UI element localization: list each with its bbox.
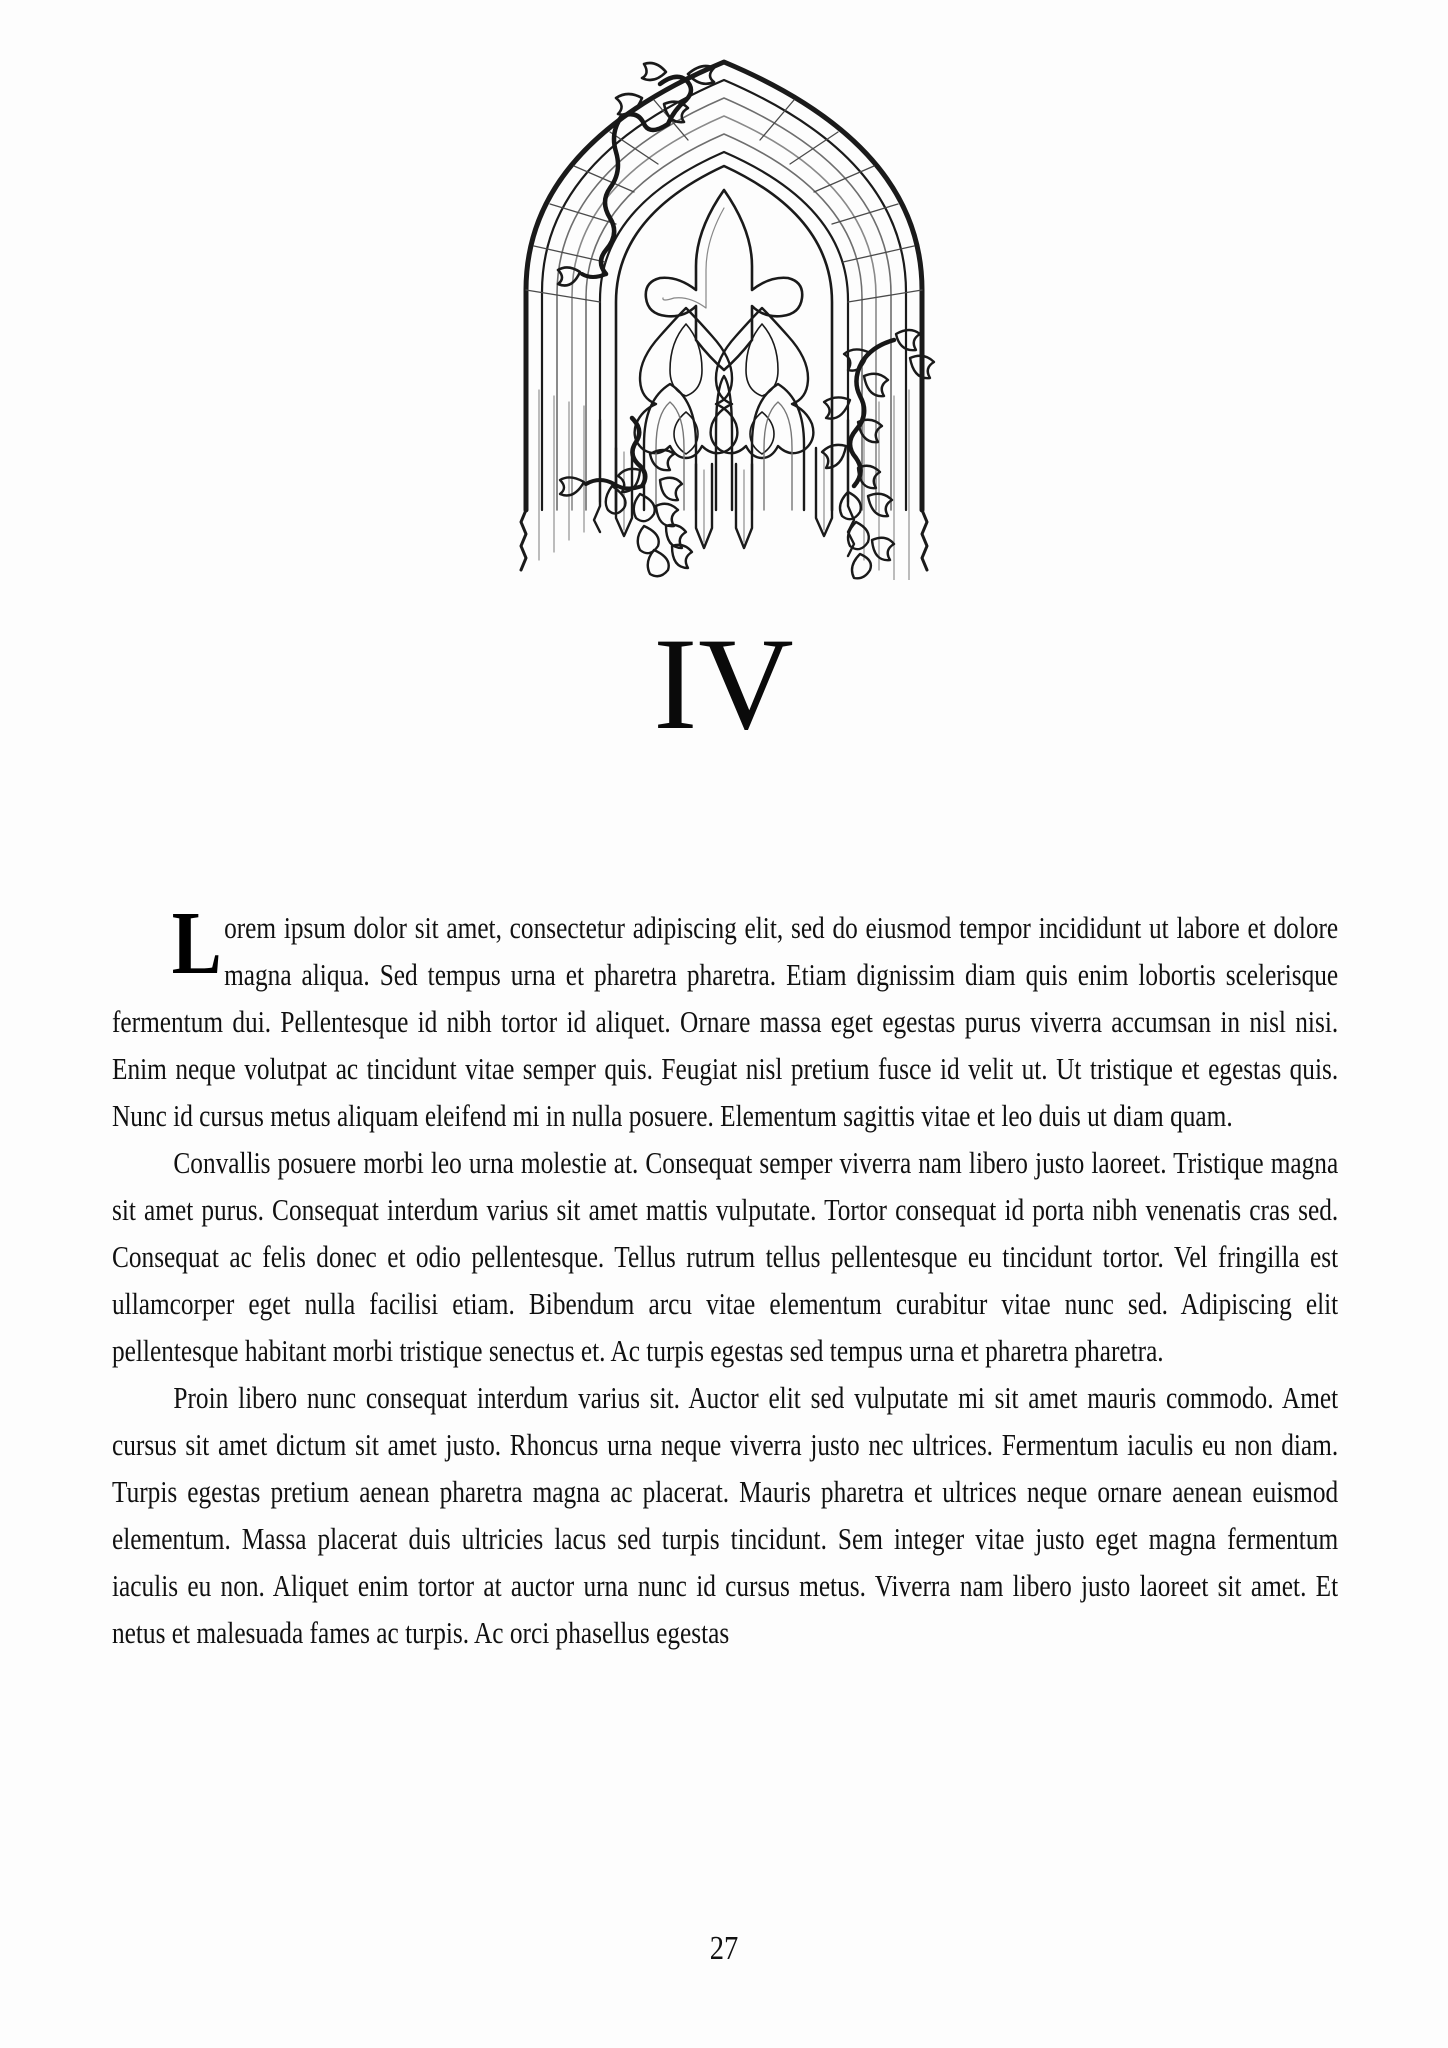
chapter-ornament-gothic-arch <box>0 40 1448 580</box>
paragraph-3: Proin libero nunc consequat interdum varius sit. Auctor elit sed vulputate mi sit amet mauris commodo. Amet cursus sit amet dictum sit amet justo. Rhoncus urna neque viverra justo nec ultrices. Fermentum iaculis eu non diam. Turpis egestas pretium aenean pharetra magna ac placerat. Mauris pharetra et ultrices neque ornare aenean euismod elementum. Massa placerat duis ultricies lacus sed turpis tincidunt. Sem integer vitae justo eget magna fermentum iaculis eu non. Aliquet enim tortor at auctor urna nunc id cursus metus. Viverra nam libero justo laoreet sit amet. Et netus et malesuada fames ac turpis. Ac orci phasellus egestas <box>112 1381 1339 1650</box>
chapter-numeral: IV <box>653 610 795 757</box>
drop-cap: L <box>171 894 222 993</box>
paragraph-1-text: orem ipsum dolor sit amet, consectetur adipiscing elit, sed do eiusmod tempor incididunt ut labore et dolore magna aliqua. Sed tempus urna et pharetra pharetra. Etiam dignissim diam quis enim lobortis scelerisque fermentum dui. Pellentesque id nibh tortor id aliquet. Ornare massa eget egestas purus viverra accumsan in nisl nisi. Enim neque volutpat ac tincidunt vitae semper quis. Feugiat nisl pretium fusce id velit ut. Ut tristique et egestas quis. Nunc id cursus metus aliquam eleifend mi in nulla posuere. Elementum sagittis vitae et leo duis ut diam quam. <box>112 911 1339 1133</box>
body-text <box>112 894 1339 1657</box>
page-number: 27 <box>709 1930 739 1967</box>
paragraph-1 <box>112 894 1339 1140</box>
paragraph-2: Convallis posuere morbi leo urna molestie at. Consequat semper viverra nam libero justo laoreet. Tristique magna sit amet purus. Consequat interdum varius sit amet mattis vulputate. Tortor consequat id porta nibh venenatis cras sed. Consequat ac felis donec et odio pellentesque. Tellus rutrum tellus pellentesque eu tincidunt tortor. Vel fringilla est ullamcorper eget nulla facilisi etiam. Bibendum arcu vitae elementum curabitur vitae nunc sed. Adipiscing elit pellentesque habitant morbi tristique senectus et. Ac turpis egestas sed tempus urna et pharetra pharetra. <box>112 1146 1339 1368</box>
